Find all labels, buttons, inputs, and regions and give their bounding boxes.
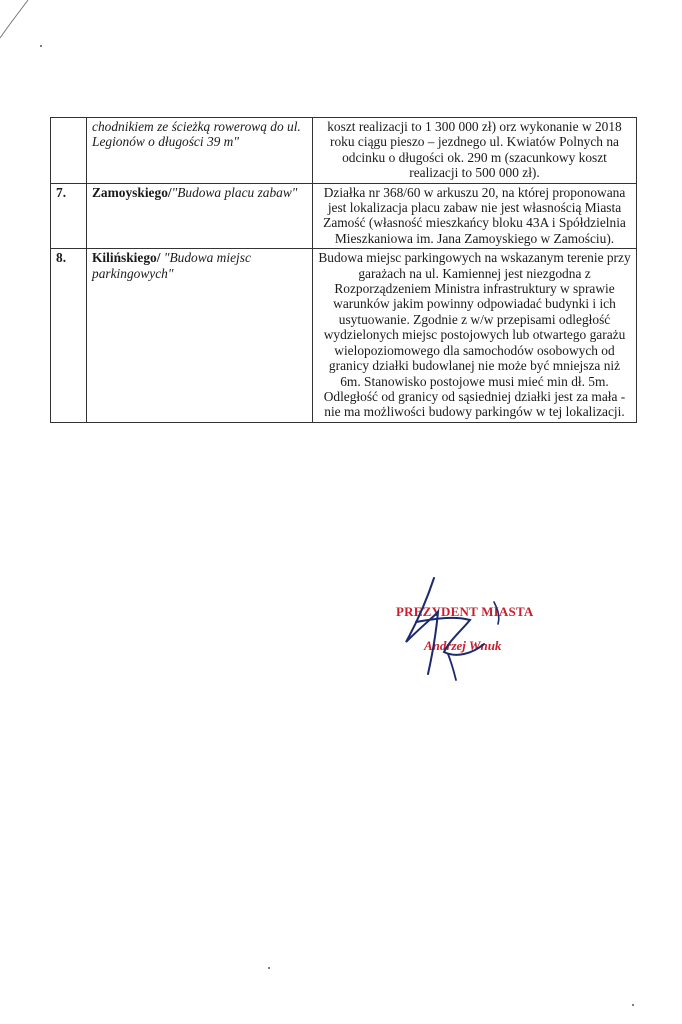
task-title: "Budowa miejsc parkingowych" <box>92 250 251 281</box>
task-cell <box>87 118 313 184</box>
scan-speck <box>268 967 270 969</box>
task-cell <box>87 249 313 422</box>
stamp-title: PREZYDENT MIASTA <box>396 604 534 619</box>
task-title: "Budowa placu zabaw" <box>171 184 298 200</box>
street-name: Kilińskiego/ <box>92 250 161 266</box>
row-number <box>51 118 87 184</box>
scan-speck <box>40 45 42 47</box>
row-number: 8. <box>51 249 87 422</box>
table-row <box>51 118 637 184</box>
row-number: 7. <box>51 183 87 249</box>
handwritten-signature <box>386 572 576 684</box>
task-title: chodnikiem ze ścieżką rowerową do ul. Legionów o długości 39 m" <box>92 119 301 150</box>
street-name: Zamoyskiego/ <box>92 184 172 200</box>
stamp-name: Andrzej Wnuk <box>424 638 502 653</box>
scan-corner-mark <box>0 0 40 50</box>
description-cell: Działka nr 368/60 w arkuszu 20, na której proponowana jest lokalizacja placu zabaw nie jest własnością Miasta Zamość (własność mieszkańcy bloku 43A i Spółdzielnia Mieszkaniowa im. Jana Zamoyskiego w Zamościu). <box>313 183 637 249</box>
task-cell <box>87 183 313 249</box>
document-table <box>50 117 637 423</box>
description-cell: koszt realizacji to 1 300 000 zł) orz wykonanie w 2018 roku ciągu pieszo – jezdnego ul. Kwiatów Polnych na odcinku o długości ok. 290 m (szacunkowy koszt realizacji to 500 000 zł). <box>313 118 637 184</box>
scan-speck <box>632 1004 634 1006</box>
signature-stamp <box>386 572 576 684</box>
description-cell: Budowa miejsc parkingowych na wskazanym terenie przy garażach na ul. Kamiennej jest niezgodna z Rozporządzeniem Ministra infrastruktury w sprawie warunków jakim powinny odpowiadać budynki i ich usytuowanie. Zgodnie z w/w przepisami odległość wydzielonych miejsc postojowych lub otwartego garażu wielopoziomowego dla samochodów osobowych od granicy działki budowlanej nie może być mniejsza niż 6m. Stanowisko postojowe musi mieć min dł. 5m. Odległość od granicy od sąsiedniej działki jest za mała - nie ma możliwości budowy parkingów w tej lokalizacji. <box>313 249 637 422</box>
table-row <box>51 249 637 422</box>
table-row <box>51 183 637 249</box>
